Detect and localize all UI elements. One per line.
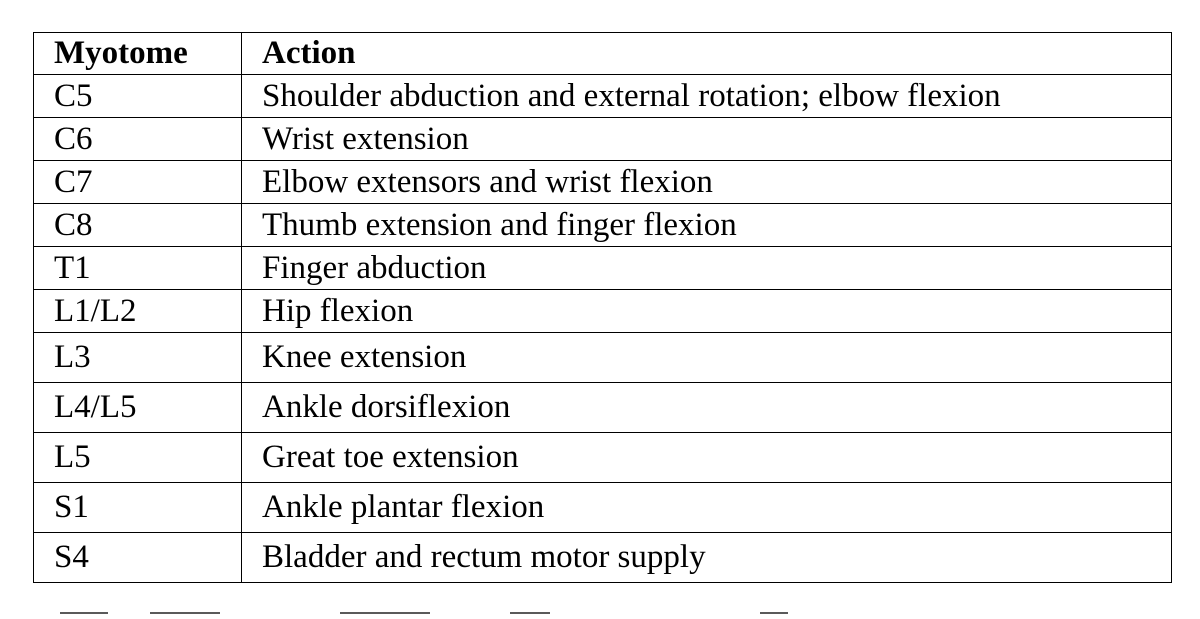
myotome-cell: C6 — [34, 118, 242, 161]
myotome-cell: S1 — [34, 483, 242, 533]
myotome-cell: L1/L2 — [34, 290, 242, 333]
table-row — [34, 383, 1172, 433]
action-cell: Bladder and rectum motor supply — [242, 533, 1172, 583]
action-cell: Knee extension — [242, 333, 1172, 383]
table-row — [34, 433, 1172, 483]
myotome-cell: C8 — [34, 204, 242, 247]
myotome-cell: T1 — [34, 247, 242, 290]
myotome-cell: C5 — [34, 75, 242, 118]
action-cell: Ankle plantar flexion — [242, 483, 1172, 533]
table-row — [34, 290, 1172, 333]
myotome-cell: L5 — [34, 433, 242, 483]
action-cell: Shoulder abduction and external rotation; elbow flexion — [242, 75, 1172, 118]
cropped-text-fragment — [40, 612, 1160, 619]
myotome-cell: L4/L5 — [34, 383, 242, 433]
table-row — [34, 118, 1172, 161]
table-row — [34, 533, 1172, 583]
action-cell: Elbow extensors and wrist flexion — [242, 161, 1172, 204]
header-myotome: Myotome — [34, 33, 242, 75]
table-row — [34, 161, 1172, 204]
myotome-cell: L3 — [34, 333, 242, 383]
table-row — [34, 204, 1172, 247]
action-cell: Thumb extension and finger flexion — [242, 204, 1172, 247]
action-cell: Great toe extension — [242, 433, 1172, 483]
table-header-row — [34, 33, 1172, 75]
table-row — [34, 333, 1172, 383]
table-row — [34, 247, 1172, 290]
table-row — [34, 483, 1172, 533]
action-cell: Finger abduction — [242, 247, 1172, 290]
header-action: Action — [242, 33, 1172, 75]
action-cell: Ankle dorsiflexion — [242, 383, 1172, 433]
myotome-table-container — [33, 32, 1171, 583]
myotome-cell: C7 — [34, 161, 242, 204]
action-cell: Hip flexion — [242, 290, 1172, 333]
action-cell: Wrist extension — [242, 118, 1172, 161]
myotome-cell: S4 — [34, 533, 242, 583]
table-row — [34, 75, 1172, 118]
myotome-table — [33, 32, 1172, 583]
